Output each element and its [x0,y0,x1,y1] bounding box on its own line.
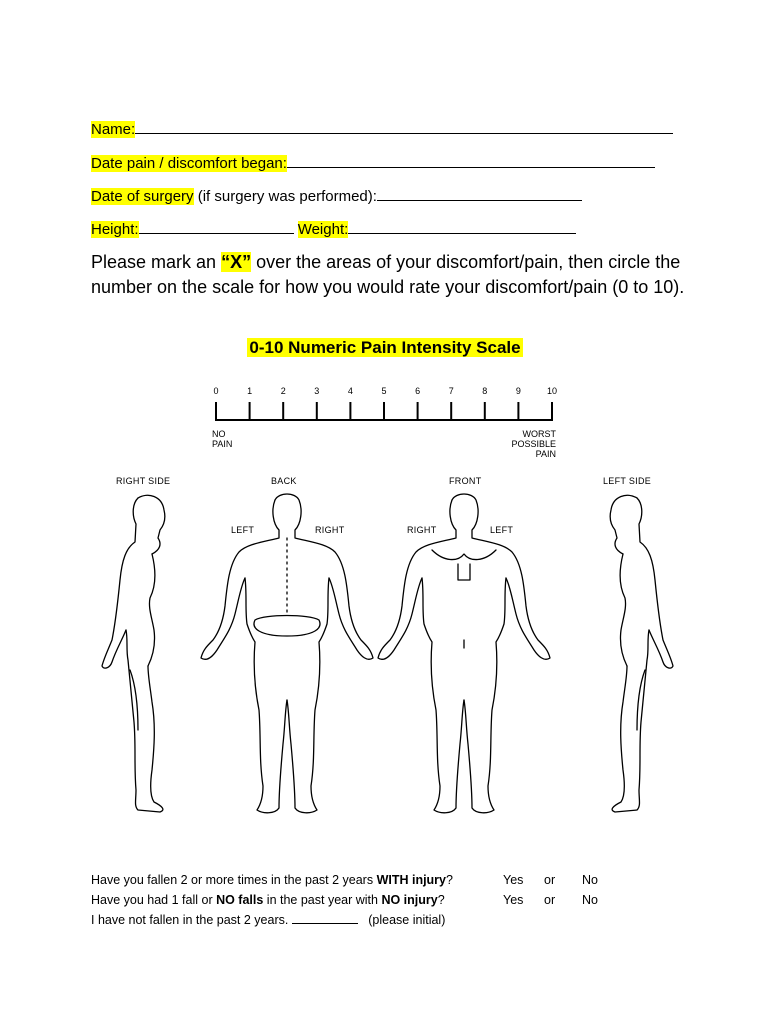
question-1: Have you fallen 2 or more times in the past 2 years WITH injury? [91,873,453,887]
date-began-field[interactable]: Date pain / discomfort began: [91,153,655,174]
q1-or-text: or [544,873,556,887]
no-pain-label-2: PAIN [212,439,233,449]
scale-number[interactable]: 2 [280,386,286,396]
left-side-label: LEFT SIDE [603,476,652,486]
scale-number[interactable]: 8 [482,386,488,396]
q2-yes-option[interactable]: Yes [503,893,524,907]
scale-number[interactable]: 6 [415,386,421,396]
body-figure-front[interactable] [372,490,557,820]
name-field[interactable]: Name: [91,119,673,140]
x-mark: “X” [221,252,252,272]
front-left-label: LEFT [490,525,514,535]
name-label: Name [91,121,132,138]
q2-or-text: or [544,893,556,907]
surgery-blank[interactable] [377,186,582,201]
q1-no-option[interactable]: No [582,873,598,887]
right-side-label: RIGHT SIDE [116,476,171,486]
scale-number[interactable]: 5 [381,386,387,396]
question-3: I have not fallen in the past 2 years. (please initial) [91,913,446,927]
height-weight-field[interactable]: Height: Weight: [91,219,576,240]
scale-number[interactable]: 10 [546,386,558,396]
weight-blank[interactable] [348,219,576,234]
scale-number[interactable]: 1 [247,386,253,396]
surgery-field[interactable] [91,186,582,207]
body-figure-left-side[interactable] [575,490,685,820]
worst-label-3: PAIN [535,449,556,459]
back-right-label: RIGHT [315,525,345,535]
back-left-label: LEFT [231,525,255,535]
scale-number[interactable]: 0 [213,386,219,396]
body-figure-right-side[interactable] [90,490,200,820]
date-began-blank[interactable] [287,153,655,168]
scale-number[interactable]: 4 [347,386,353,396]
worst-label-2: POSSIBLE [511,439,556,449]
back-label: BACK [271,476,297,486]
q2-no-option[interactable]: No [582,893,598,907]
height-label: Height [91,221,135,238]
body-figure-back[interactable] [195,490,380,820]
name-blank[interactable] [135,119,673,134]
pain-scale[interactable] [200,384,570,464]
scale-number[interactable]: 7 [448,386,454,396]
worst-label-1: WORST [522,429,556,439]
front-label: FRONT [449,476,482,486]
date-began-label: Date pain / discomfort began [91,155,283,172]
initial-blank[interactable] [292,912,358,924]
surgery-label: Date of surgery [91,188,194,205]
q1-yes-option[interactable]: Yes [503,873,524,887]
scale-title: 0-10 Numeric Pain Intensity Scale [249,338,521,357]
no-pain-label-1: NO [212,429,226,439]
instructions-text: Please mark an “X” over the areas of your discomfort/pain, then circle the number on the scale for how you would rate your discomfort/pain (0 to 10). [91,252,685,297]
scale-number[interactable]: 3 [314,386,320,396]
question-2: Have you had 1 fall or NO falls in the past year with NO injury? [91,893,445,907]
weight-label: Weight [297,221,345,238]
surgery-note: (if surgery was performed): [193,188,377,205]
scale-number[interactable]: 9 [515,386,521,396]
front-right-label: RIGHT [407,525,437,535]
height-blank[interactable] [139,219,294,234]
